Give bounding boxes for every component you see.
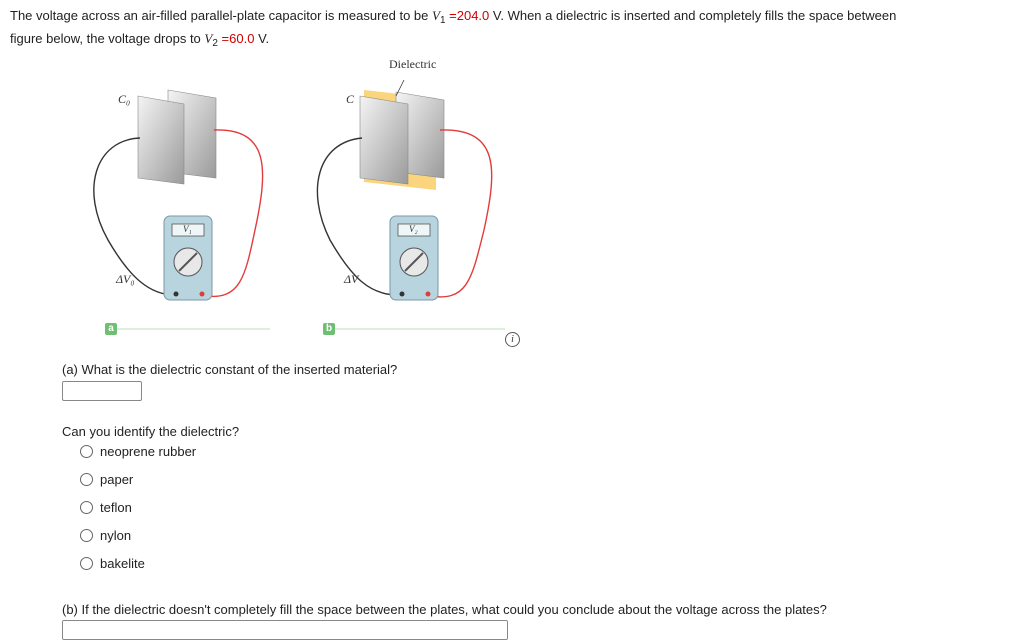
radio-button[interactable] xyxy=(80,529,93,542)
problem-line-1: The voltage across an air-filled parallel-plate capacitor is measured to be $V_1 =204.0$ V. When a dielectric is inserted and completely fills the space between xyxy=(10,8,897,26)
dv0-label: ΔV₀ xyxy=(116,272,135,286)
radio-button[interactable] xyxy=(80,557,93,570)
problem-statement xyxy=(10,4,1024,50)
option-nylon[interactable]: nylon xyxy=(80,525,131,545)
v2-value: =60.0 xyxy=(221,31,255,46)
option-neoprene-rubber[interactable]: neoprene rubber xyxy=(80,441,196,461)
dielectric-constant-input[interactable] xyxy=(62,381,142,401)
v1-value: =204.0 xyxy=(449,8,490,23)
option-bakelite[interactable]: bakelite xyxy=(80,553,145,573)
info-icon[interactable]: i xyxy=(505,332,520,347)
option-teflon[interactable]: teflon xyxy=(80,497,132,517)
capacitor-b xyxy=(317,80,491,300)
option-paper[interactable]: paper xyxy=(80,469,133,489)
meter-v2-label: V₂ xyxy=(409,224,418,234)
radio-button[interactable] xyxy=(80,501,93,514)
part-a-question: (a) What is the dielectric constant of the inserted material? xyxy=(62,362,398,377)
dv-label: ΔV xyxy=(344,272,359,286)
capacitor-figure xyxy=(0,50,540,350)
c0-label: C₀ xyxy=(118,92,131,106)
part-b-answer-textarea[interactable] xyxy=(62,620,508,640)
plate-front-a xyxy=(138,96,184,184)
radio-button[interactable] xyxy=(80,445,93,458)
capacitor-illustration xyxy=(0,50,540,350)
plate-front-b xyxy=(360,96,408,184)
meter-v1-label: V₁ xyxy=(183,224,192,234)
figure-tag-a: a xyxy=(105,323,117,335)
c-label: C xyxy=(346,92,355,106)
radio-button[interactable] xyxy=(80,473,93,486)
dielectric-label: Dielectric xyxy=(389,57,437,71)
part-b-question: (b) If the dielectric doesn't completely fill the space between the plates, what could you conclude about the voltage across the plates? xyxy=(62,602,827,617)
capacitor-a xyxy=(94,90,263,300)
figure-tag-b: b xyxy=(323,323,335,335)
problem-line-2: figure below, the voltage drops to $V_2 =60.0$ V. xyxy=(10,31,270,49)
identify-question: Can you identify the dielectric? xyxy=(62,424,240,439)
